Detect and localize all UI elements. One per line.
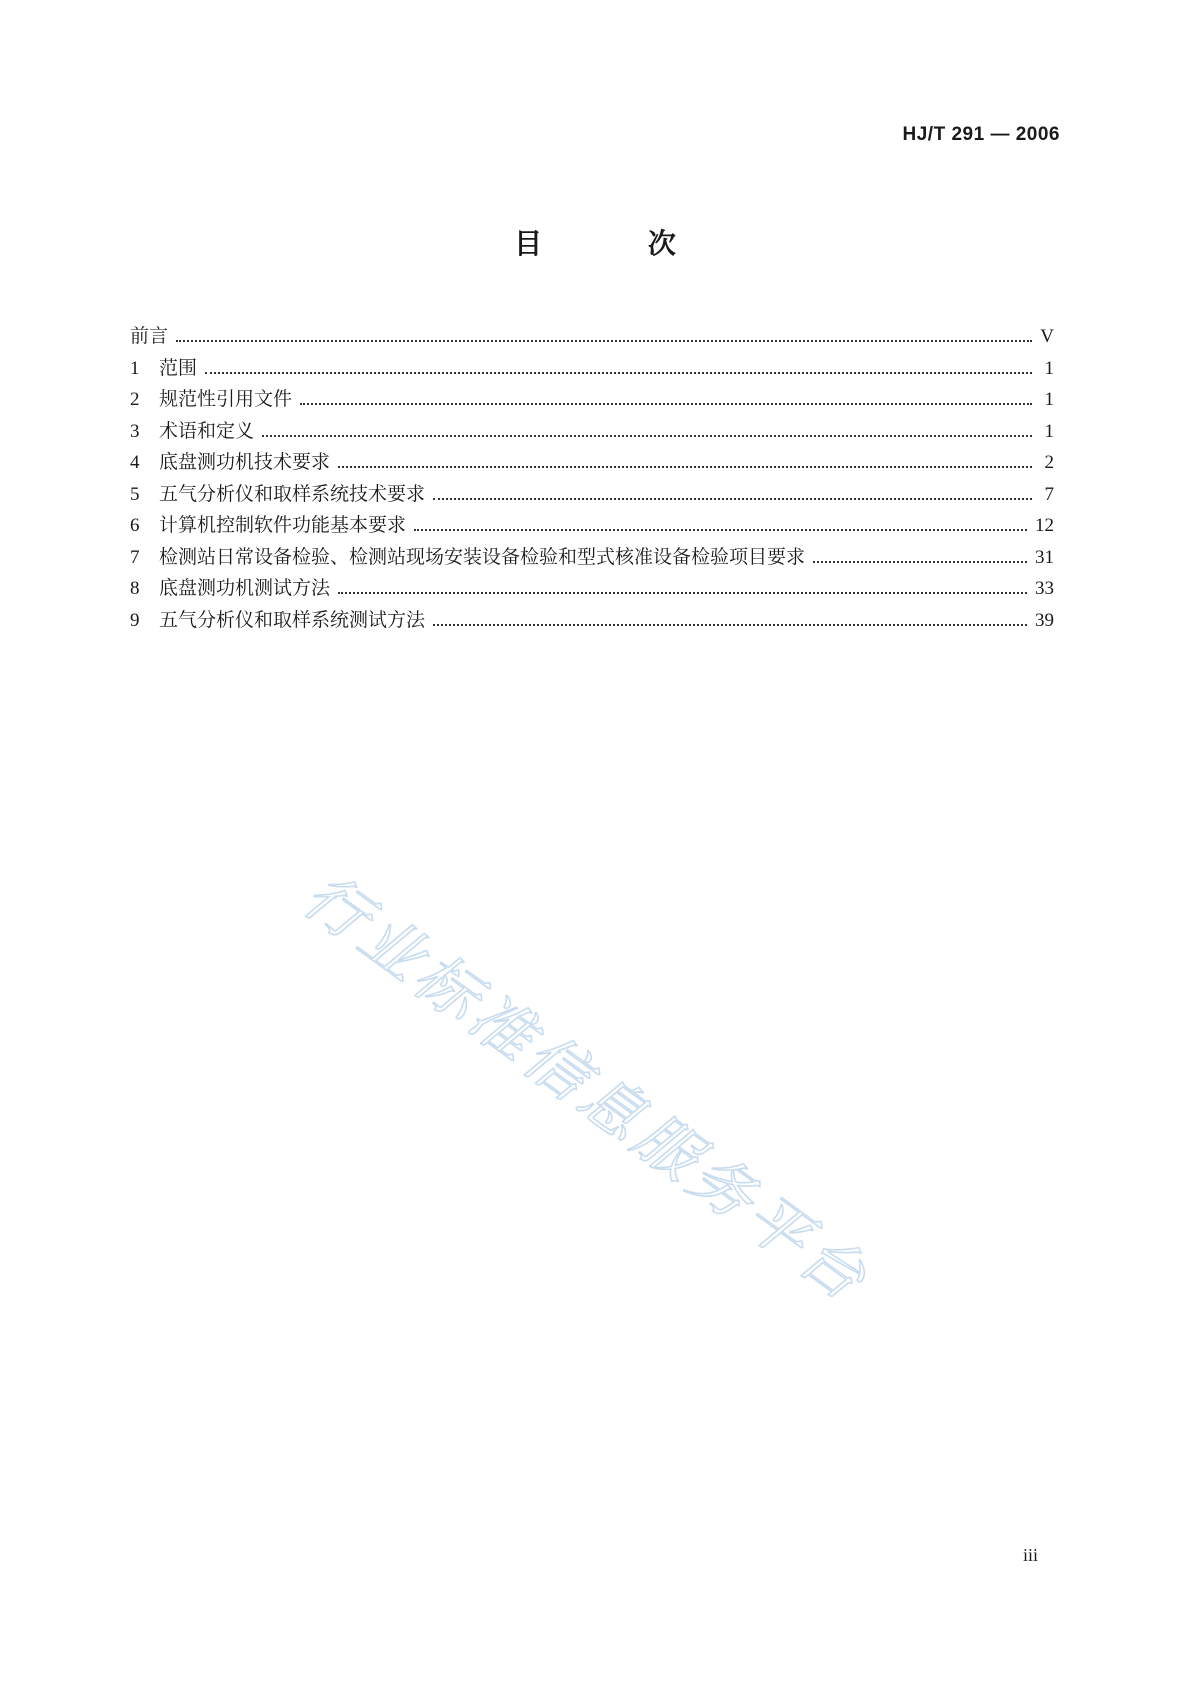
- watermark: 行业标准信息服务平台: [290, 858, 884, 1318]
- toc-entry-number: 1: [130, 357, 140, 379]
- toc-entry[interactable]: [130, 510, 1054, 542]
- toc-entry-number: 4: [130, 452, 140, 473]
- toc-leader-dots: [300, 403, 1032, 405]
- toc-leader-dots: [176, 340, 1032, 342]
- toc-leader-dots: [813, 561, 1027, 563]
- toc-entry-label: 规范性引用文件: [159, 388, 293, 410]
- toc-entry-label: 五气分析仪和取样系统技术要求: [159, 482, 426, 505]
- toc-entry[interactable]: [130, 384, 1054, 416]
- toc-entry[interactable]: [130, 321, 1054, 353]
- toc-entry-number: 5: [130, 483, 140, 505]
- toc-entry[interactable]: [130, 605, 1054, 637]
- toc-entry-page: 31: [1035, 546, 1054, 568]
- page-number: iii: [1022, 1545, 1038, 1565]
- toc-entry[interactable]: [130, 573, 1054, 605]
- page-title: 目 次: [514, 227, 724, 260]
- toc-entry[interactable]: [130, 416, 1054, 448]
- toc-leader-dots: [338, 592, 1027, 594]
- toc-entry-label: 前言: [130, 325, 169, 347]
- toc-entry-number: 3: [130, 420, 140, 442]
- document-code: HJ/T 291 — 2006: [902, 124, 1060, 145]
- toc-entry[interactable]: [130, 447, 1054, 479]
- toc-entry-label: 底盘测功机技术要求: [159, 451, 331, 473]
- toc-entry-page: 12: [1035, 515, 1054, 536]
- toc-entry-number: 2: [130, 389, 140, 410]
- toc-entry-label: 范围: [159, 356, 198, 379]
- toc-leader-dots: [414, 529, 1027, 531]
- toc-entry-page: 7: [1044, 483, 1054, 505]
- toc-entry-page: 33: [1035, 578, 1054, 599]
- toc-entry[interactable]: [130, 353, 1054, 385]
- toc-entry[interactable]: [130, 542, 1054, 574]
- toc-leader-dots: [338, 466, 1032, 468]
- table-of-contents: [130, 321, 1054, 636]
- toc-entry-number: 8: [130, 578, 140, 599]
- toc-entry-page: 2: [1044, 452, 1054, 473]
- toc-entry-label: 五气分析仪和取样系统测试方法: [159, 608, 426, 631]
- toc-entry-page: 1: [1044, 420, 1054, 442]
- toc-leader-dots: [262, 435, 1032, 437]
- toc-entry-page: 39: [1035, 609, 1054, 631]
- toc-entry-number: 9: [130, 609, 140, 631]
- toc-leader-dots: [433, 498, 1032, 500]
- toc-entry-label: 术语和定义: [159, 419, 255, 442]
- toc-entry-label: 计算机控制软件功能基本要求: [159, 514, 407, 536]
- toc-entry-number: 7: [130, 546, 140, 568]
- toc-leader-dots: [205, 372, 1032, 374]
- toc-entry[interactable]: [130, 479, 1054, 511]
- toc-entry-label: 检测站日常设备检验、检测站现场安装设备检验和型式核准设备检验项目要求: [159, 545, 806, 568]
- toc-entry-number: 6: [130, 515, 140, 536]
- toc-entry-page: 1: [1044, 357, 1054, 379]
- toc-entry-label: 底盘测功机测试方法: [159, 577, 331, 599]
- toc-entry-page: V: [1040, 326, 1054, 347]
- toc-entry-page: 1: [1044, 389, 1054, 410]
- toc-leader-dots: [433, 624, 1027, 626]
